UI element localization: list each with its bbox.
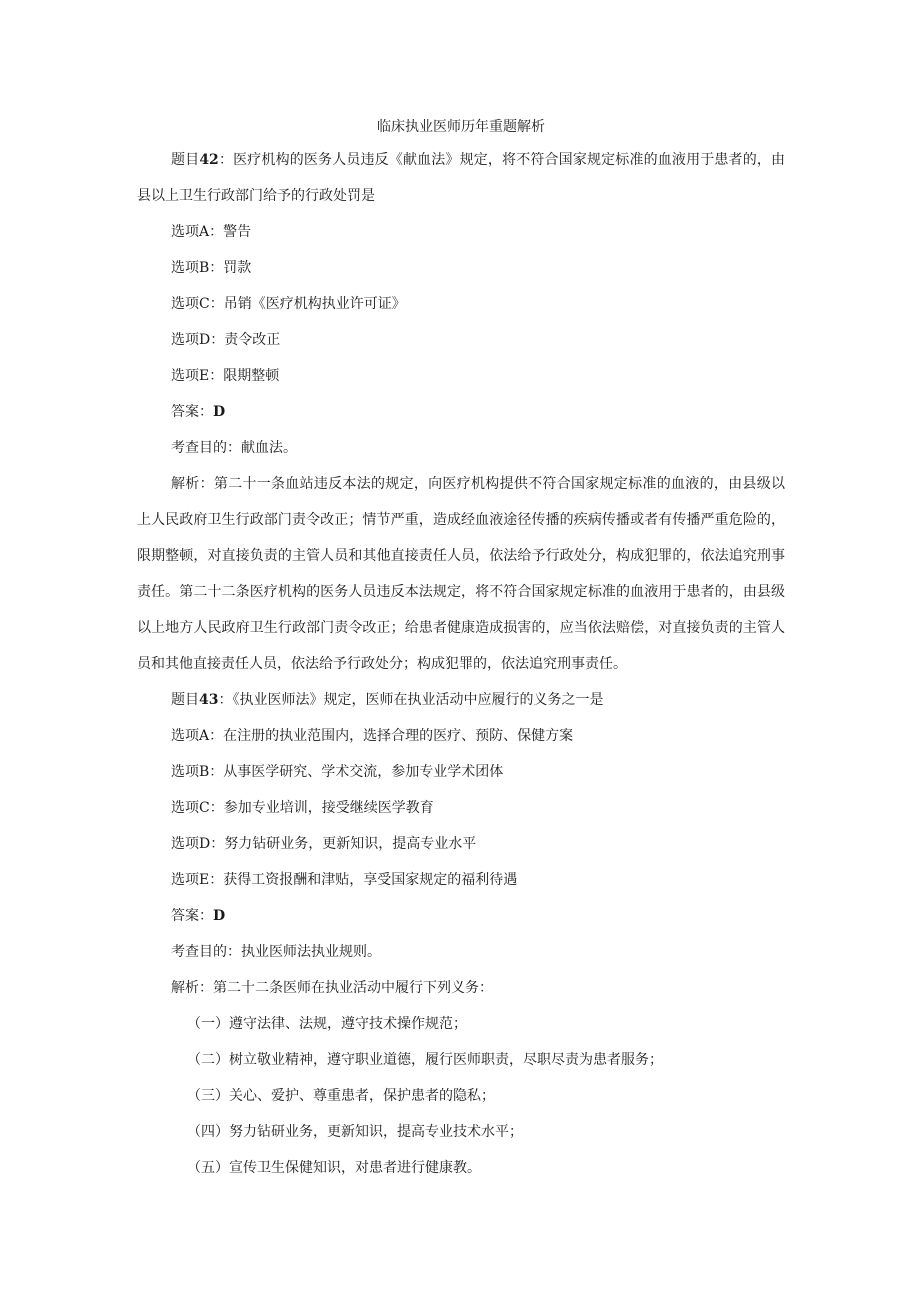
question-text: ：《执业医师法》规定，医师在执业活动中应履行的义务之一是 xyxy=(218,692,604,708)
option-text: 警告 xyxy=(223,224,252,240)
option-text: 限期整顿 xyxy=(223,368,280,384)
question-label: 题目 xyxy=(171,152,200,168)
duty-item: （四）努力钻研业务，更新知识，提高专业技术水平； xyxy=(187,1124,523,1140)
option-text: 罚款 xyxy=(223,260,252,276)
option-label: 选项B： xyxy=(171,764,224,780)
option-d xyxy=(137,826,785,862)
answer-value: D xyxy=(213,404,226,420)
question-number: 43 xyxy=(199,692,219,708)
option-label: 选项A： xyxy=(171,728,224,744)
option-text: 努力钻研业务，更新知识，提高专业水平 xyxy=(224,836,477,852)
duty-item: （三）关心、爱护、尊重患者，保护患者的隐私； xyxy=(187,1088,495,1104)
purpose-line: 考查目的：献血法。 xyxy=(171,440,297,456)
option-label: 选项C： xyxy=(171,296,224,312)
option-b xyxy=(137,754,785,790)
option-b xyxy=(137,250,785,286)
option-c xyxy=(137,286,785,322)
duty-item: （二）树立敬业精神，遵守职业道德，履行医师职责，尽职尽责为患者服务； xyxy=(187,1052,663,1068)
question-43-stem xyxy=(137,682,785,718)
option-text: 从事医学研究、学术交流，参加专业学术团体 xyxy=(223,764,504,780)
option-text: 参加专业培训，接受继续医学教育 xyxy=(223,800,434,816)
analysis-intro: 解析：第二十二条医师在执业活动中履行下列义务： xyxy=(171,980,493,996)
answer-label: 答案： xyxy=(171,908,213,924)
question-text: ：医疗机构的医务人员违反《献血法》规定，将不符合国家规定标准的血液用于患者的，由县以上卫生行政部门给予的行政处罚是 xyxy=(137,152,785,204)
option-text: 责令改正 xyxy=(224,332,281,348)
answer-line xyxy=(137,898,785,934)
question-42-stem xyxy=(137,142,785,214)
analysis-paragraph: 解析：第二十一条血站违反本法的规定，向医疗机构提供不符合国家规定标准的血液的，由县级以上人民政府卫生行政部门责令改正；情节严重，造成经血液途径传播的疾病传播或者有传播严重危险的，限期整顿，对直接负责的主管人员和其他直接责任人员，依法给予行政处分，构成犯罪的，依法追究刑事责任。第二十二条医疗机构的医务人员违反本法规定，将不符合国家规定标准的血液用于患者的，由县级以上地方人民政府卫生行政部门责令改正；给患者健康造成损害的，应当依法赔偿，对直接负责的主管人员和其他直接责任人员，依法给予行政处分；构成犯罪的，依法追究刑事责任。 xyxy=(137,476,785,672)
option-text: 在注册的执业范围内，选择合理的医疗、预防、保健方案 xyxy=(223,728,574,744)
option-label: 选项B： xyxy=(171,260,224,276)
option-a xyxy=(137,214,785,250)
option-e xyxy=(137,358,785,394)
answer-value: D xyxy=(213,908,226,924)
document-page xyxy=(137,116,785,1186)
option-label: 选项E： xyxy=(171,368,224,384)
option-label: 选项C： xyxy=(171,800,224,816)
option-c xyxy=(137,790,785,826)
document-title: 临床执业医师历年重题解析 xyxy=(377,119,545,135)
option-e xyxy=(137,862,785,898)
answer-line xyxy=(137,394,785,430)
option-label: 选项E： xyxy=(171,872,224,888)
question-number: 42 xyxy=(199,152,219,168)
option-a xyxy=(137,718,785,754)
option-text: 吊销《医疗机构执业许可证》 xyxy=(223,296,406,312)
option-d xyxy=(137,322,785,358)
option-label: 选项D： xyxy=(171,836,225,852)
question-label: 题目 xyxy=(171,692,199,708)
purpose-line: 考查目的：执业医师法执业规则。 xyxy=(171,944,381,960)
answer-label: 答案： xyxy=(171,404,213,420)
option-label: 选项D： xyxy=(171,332,225,348)
duty-item: （一）遵守法律、法规，遵守技术操作规范； xyxy=(187,1016,467,1032)
option-text: 获得工资报酬和津贴，享受国家规定的福利待遇 xyxy=(223,872,518,888)
option-label: 选项A： xyxy=(171,224,224,240)
duty-item: （五）宣传卫生保健知识，对患者进行健康教。 xyxy=(187,1160,481,1176)
